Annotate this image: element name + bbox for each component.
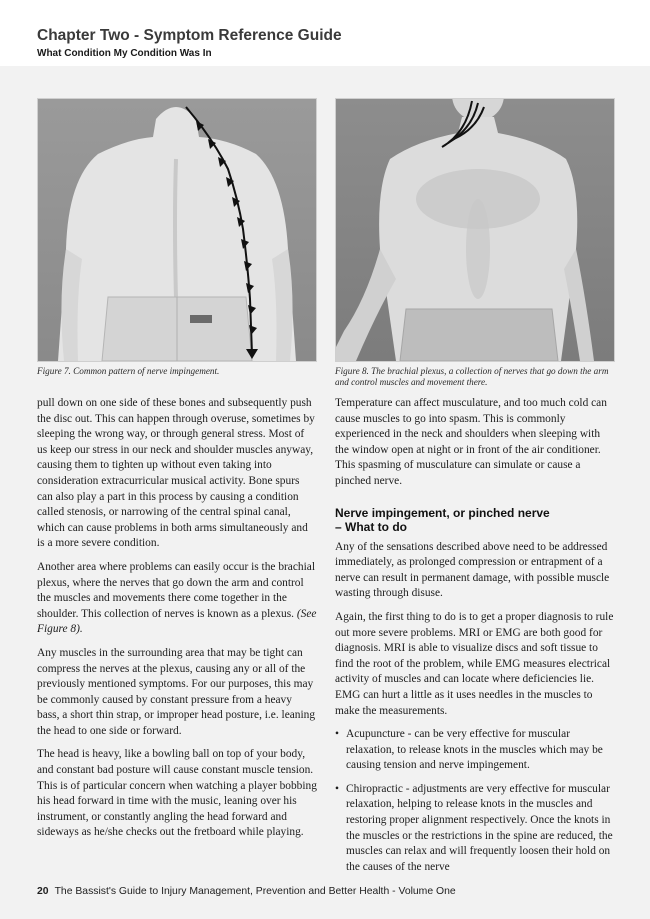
page-number: 20 [37,886,49,897]
right-column [335,396,615,883]
chapter-title: Chapter Two - Symptom Reference Guide [37,27,342,44]
body-paragraph: Again, the first thing to do is to get a proper diagnosis to rule out more severe problems. MRI or EMG are both good for diagnosis. MRI is able to visualize discs and soft tissue to find the root of the problem, while EMG measures electrical activity of muscles and can locate where deficiencies lie. EMG can hurt a little as it uses needles in the muscles to make the measurements. [335,610,614,717]
body-text: Another area where problems can easily occur is the brachial plexus, where the nerves that go down the arm and control the muscles and movements there come together in the shoulder. This collection of nerves is known as a plexus. [37,560,315,620]
treatment-list [335,727,615,875]
section-heading-line: – What to do [335,519,407,534]
page-footer [37,886,456,897]
list-item-text: Acupuncture - can be very effective for muscular relaxation, to release knots in the muscles which may be causing tension and nerve impingement. [346,728,603,772]
body-paragraph [37,560,317,638]
list-item-text: Chiropractic - adjustments are very effective for muscular relaxation, helping to release knots in the muscles and restoring proper alignment respectively. Once the knots in the muscles or the restrictions in the spine are reduced, the muscles can relax and will frequently loosen their hold on the causes of the nerve [346,782,613,873]
list-item [335,727,615,774]
left-column [37,396,317,849]
section-heading [335,506,615,534]
figure-8-caption: Figure 8. The brachial plexus, a collection of nerves that go down the arm and control muscles and movement there. [335,366,609,387]
section-heading-line: Nerve impingement, or pinched nerve [335,505,550,520]
book-title: The Bassist's Guide to Injury Management, Prevention and Better Health - Volume One [54,886,456,897]
bullet-glyph: • [335,728,339,741]
page-header [0,0,650,66]
list-item [335,782,615,876]
figure-7-photo [37,98,317,362]
back-view-illustration [38,99,316,361]
front-view-illustration [336,99,614,361]
body-paragraph: The head is heavy, like a bowling ball on top of your body, and constant bad posture will cause constant muscle tension. This is of particular concern when watching a player bobbing his head forward in time with the music, leaning over his instrument, or constantly angling the head forward and sideways as he/she checks out the fretboard while playing. [37,748,317,839]
body-paragraph: Any muscles in the surrounding area that may be tight can compress the nerves at the plexus, causing any or all of the previously mentioned symptoms. For our purposes, this may be commonly caused by constant pressure from a heavy bass, a short thin strap, or improper head posture, i.e. leaning the head to one side or forward. [37,646,316,737]
body-paragraph: Temperature can affect musculature, and too much cold can cause muscles to go into spasm. This is commonly experienced in the neck and shoulders when sleeping with the window open at night or in front of the air conditioner. This spasming of musculature can simulate or cause a pinched nerve. [335,397,607,487]
figure-reference: (See Figure 8). [37,607,317,636]
bullet-glyph: • [335,782,339,795]
figure-7-caption: Figure 7. Common pattern of nerve impingement. [37,366,220,376]
body-paragraph: Any of the sensations described above need to be addressed immediately, as prolonged compression or entrapment of a nerve can result in permanent damage, with possible muscle wasting through disuse. [335,540,610,600]
figure-8-photo [335,98,615,362]
chapter-subtitle: What Condition My Condition Was In [37,48,212,59]
body-paragraph: pull down on one side of these bones and subsequently push the disc out. This can happen through overuse, sometimes by sleeping the wrong way, or through general stress. Most of us keep our stress in our neck and shoulder muscles anyway, causing them to tighten up without even taking into consideration extracurricular musical activity. Bone spurs can also play a part in this process by causing a condition called stenosis, or narrowing of the central spinal canal, which can cause problems in both arms simultaneously and is a more severe condition. [37,397,315,550]
